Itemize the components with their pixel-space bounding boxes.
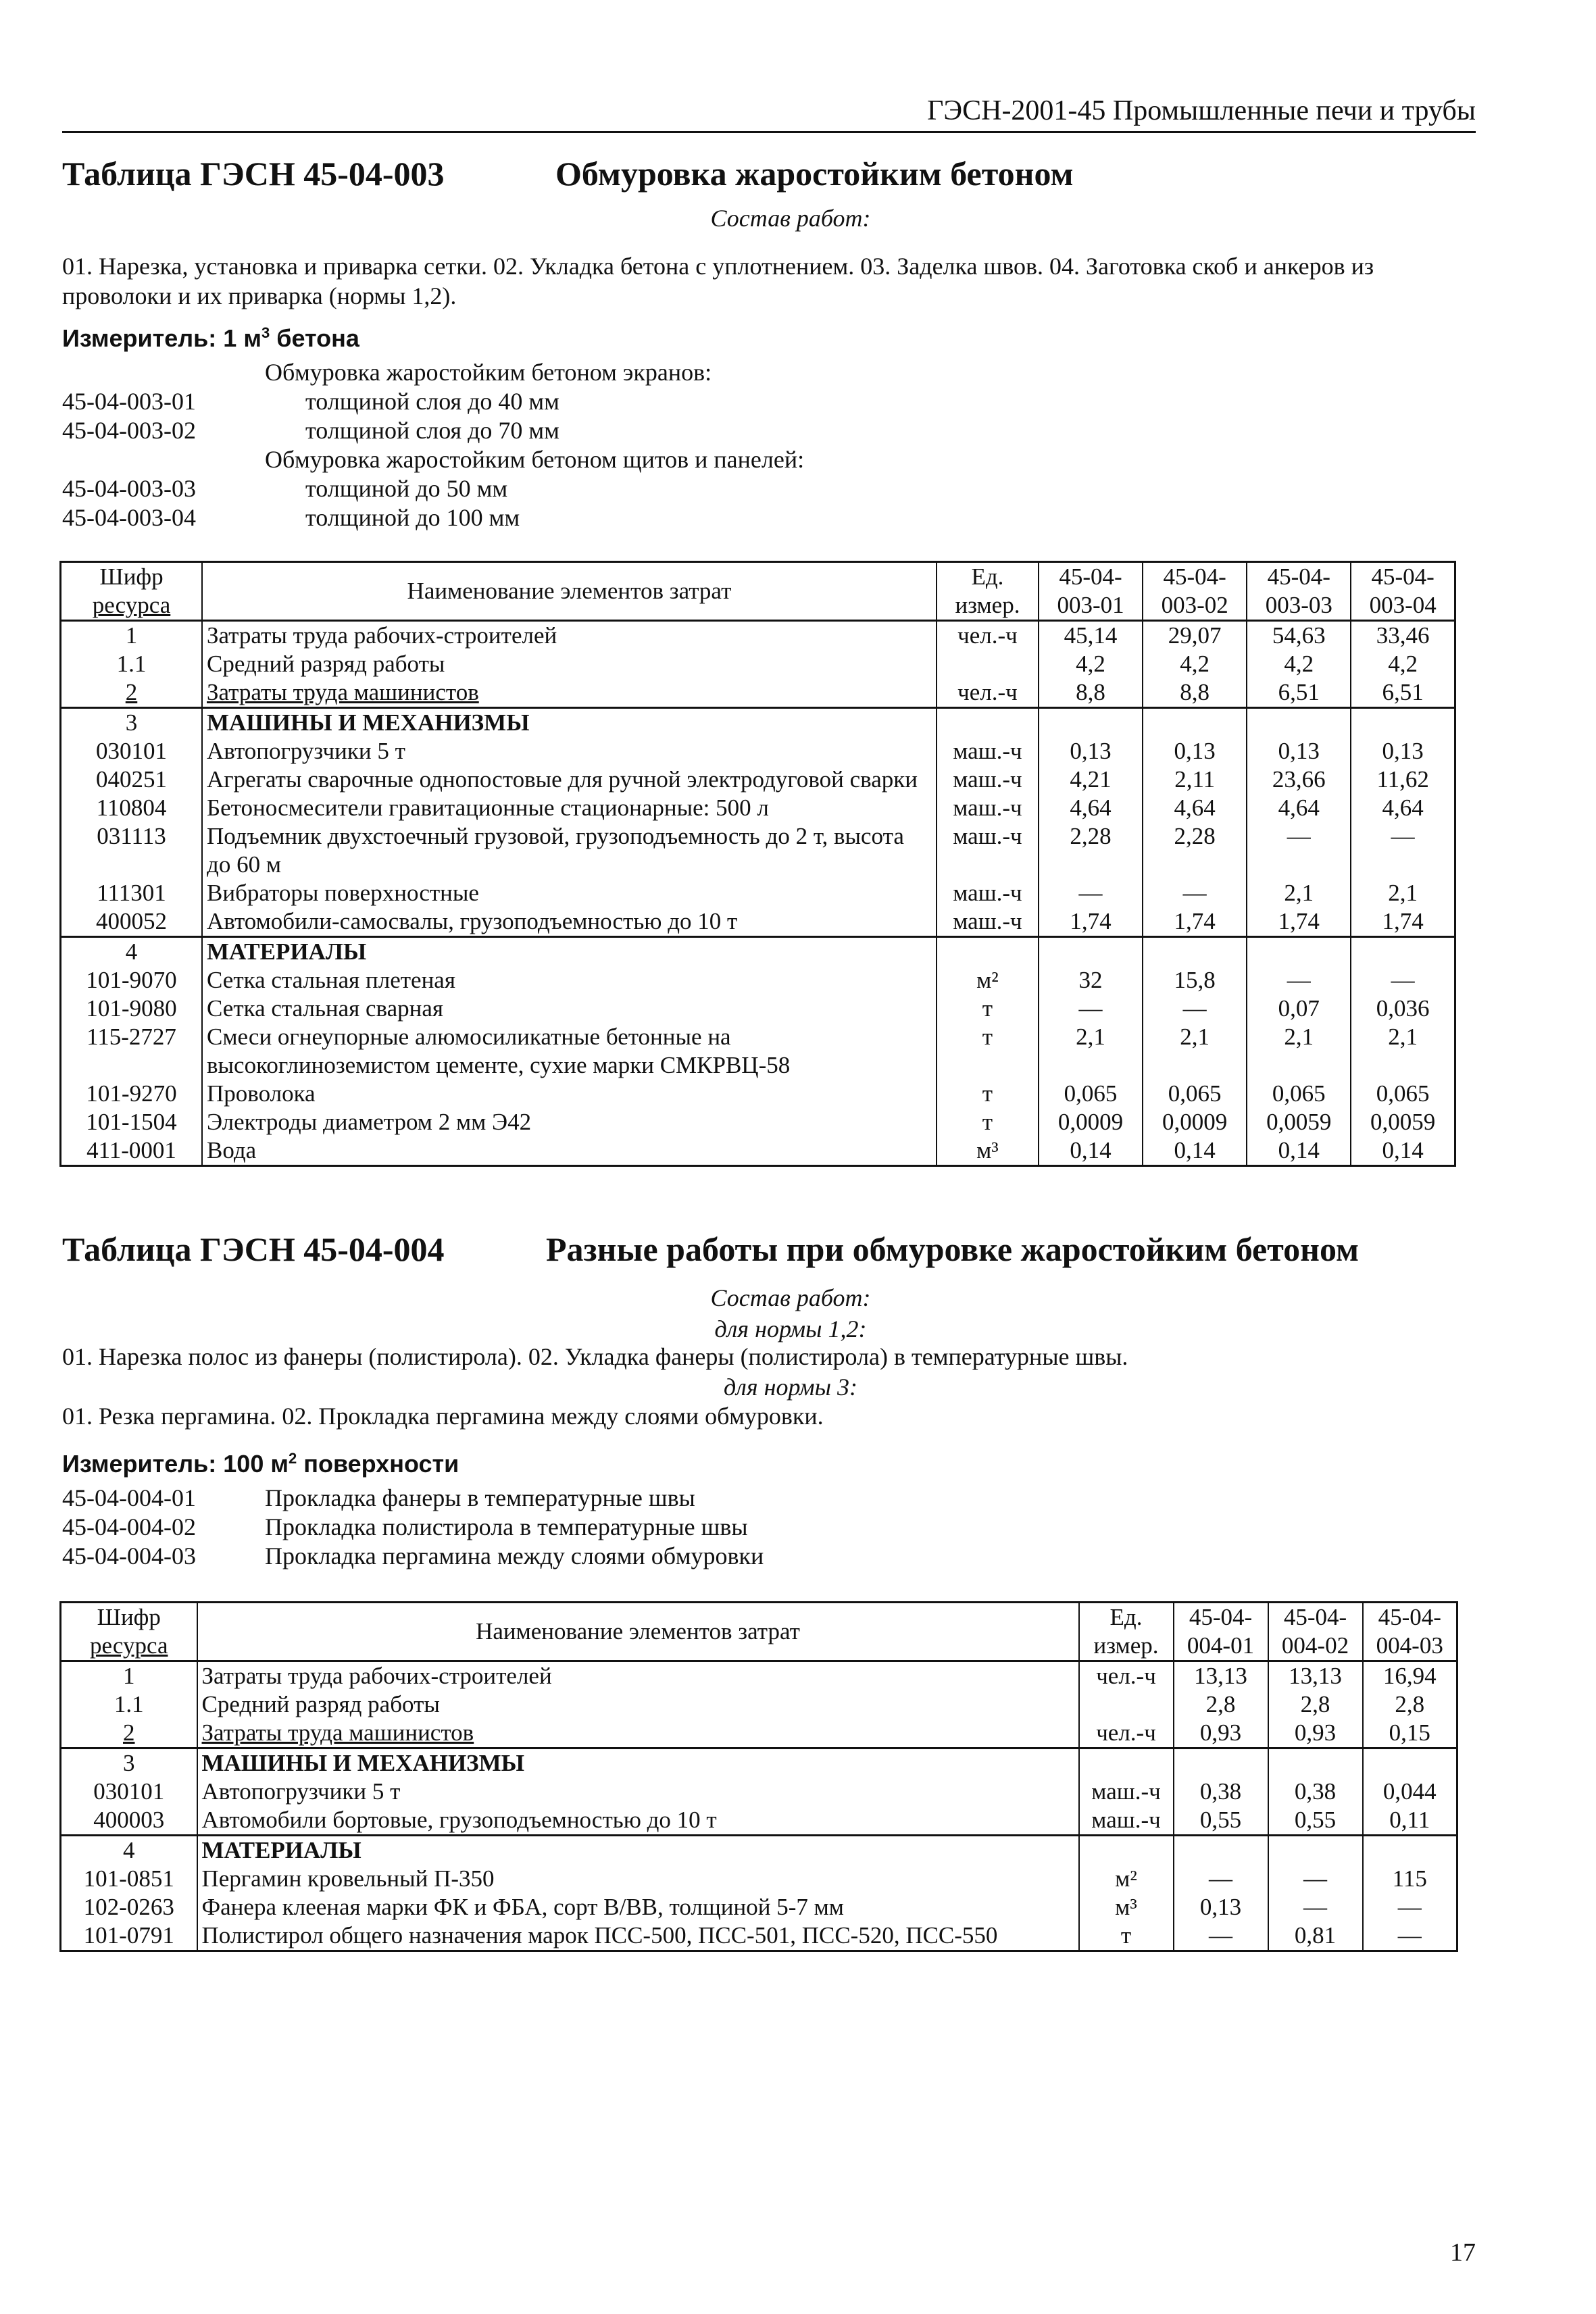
norm-value: 0,07 [1247,995,1351,1023]
page-number: 17 [1450,2238,1476,2267]
resource-code: 101-1504 [61,1108,203,1136]
norm-value: 0,14 [1143,1136,1247,1166]
resource-name: Сетка стальная плетеная [202,966,937,995]
col-name-header: Наименование элементов затрат [197,1603,1079,1661]
norm-value [1174,1836,1268,1865]
resource-unit: м³ [1079,1893,1174,1921]
norm-value: 13,13 [1268,1661,1363,1691]
section-row [61,1836,1457,1865]
resource-name: Агрегаты сварочные однопостовые для ручной электродуговой сварки [202,765,937,794]
norm-value: — [1268,1865,1363,1893]
norm-value: 0,036 [1351,995,1455,1023]
resource-unit [1079,1749,1174,1778]
variant-group [62,358,1008,387]
resource-code: 1.1 [61,1690,197,1719]
resource-unit: маш.-ч [937,765,1039,794]
norm-value: 0,065 [1143,1080,1247,1108]
col-v2-header: 45-04- 003-02 [1143,562,1247,621]
col-v4-header: 45-04- 003-04 [1351,562,1455,621]
table-row [61,879,1455,907]
col-v1-header: 45-04- 003-01 [1039,562,1143,621]
norm-value: 13,13 [1174,1661,1268,1691]
norm-value: 2,8 [1174,1690,1268,1719]
norm-value: 4,2 [1351,650,1455,678]
resource-unit: маш.-ч [937,907,1039,937]
variant-text: толщиной до 100 мм [305,504,520,531]
resource-name: МАТЕРИАЛЫ [197,1836,1079,1865]
resource-unit: маш.-ч [1079,1806,1174,1836]
resource-unit: т [937,1080,1039,1108]
norm-value: 4,2 [1143,650,1247,678]
table2-norm3-label: для нормы 3: [723,1374,858,1401]
resource-code: 102-0263 [61,1893,197,1921]
resource-name: Бетоносмесители гравитационные стационарные: 500 л [202,794,937,822]
norm-value [1351,708,1455,738]
norm-value: 6,51 [1351,678,1455,708]
norm-value: 4,64 [1351,794,1455,822]
resource-unit [937,937,1039,967]
table-row [61,737,1455,765]
resource-name: Вибраторы поверхностные [202,879,937,907]
resource-name: Затраты труда машинистов [197,1719,1079,1749]
resource-code: 1 [61,1661,197,1691]
variant-item [62,416,1008,445]
norm-value: 0,55 [1174,1806,1268,1836]
norm-value: — [1247,822,1351,879]
norm-value: 23,66 [1247,765,1351,794]
variant-code: 45-04-003-03 [62,475,196,502]
norm-value [1247,708,1351,738]
variant-group-text: Обмуровка жаростойким бетоном экранов: [265,359,712,386]
resource-code: 101-0851 [61,1865,197,1893]
norm-value: 0,044 [1363,1778,1457,1806]
norm-value: 0,11 [1363,1806,1457,1836]
table1-sostav-line2: проволоки и их приварка (нормы 1,2). [62,282,457,309]
norm-value: 6,51 [1247,678,1351,708]
resource-name: МАТЕРИАЛЫ [202,937,937,967]
norm-value [1174,1749,1268,1778]
table-row [61,650,1455,678]
norm-value [1363,1836,1457,1865]
norm-value: 0,38 [1174,1778,1268,1806]
col-unit-header: Ед. измер. [937,562,1039,621]
table-row [61,995,1455,1023]
resource-unit [1079,1690,1174,1719]
resource-code: 4 [61,1836,197,1865]
resource-code: 115-2727 [61,1023,203,1080]
table-row [61,1136,1455,1166]
resource-unit [1079,1836,1174,1865]
col-code-header: Шифр ресурса [61,1603,197,1661]
norm-value: 2,1 [1247,1023,1351,1080]
table1-title: Обмуровка жаростойким бетоном [555,155,1074,193]
resource-code: 101-9270 [61,1080,203,1108]
norm-value: 0,15 [1363,1719,1457,1749]
table-row [61,1690,1457,1719]
norm-value: 16,94 [1363,1661,1457,1691]
table2-measure-sup: 2 [289,1450,297,1467]
table2-resources [59,1601,1458,1952]
variant-code: 45-04-003-04 [62,504,196,531]
resource-unit: чел.-ч [1079,1719,1174,1749]
norm-value: 4,21 [1039,765,1143,794]
resource-name: Полистирол общего назначения марок ПСС-500, ПСС-501, ПСС-520, ПСС-550 [197,1921,1079,1951]
resource-code: 3 [61,1749,197,1778]
resource-unit: т [937,1108,1039,1136]
col-name-header: Наименование элементов затрат [202,562,937,621]
norm-value: 8,8 [1039,678,1143,708]
resource-name: Проволока [202,1080,937,1108]
resource-code: 3 [61,708,203,738]
resource-unit: чел.-ч [937,678,1039,708]
variant-text: Прокладка фанеры в температурные швы [265,1484,695,1511]
resource-name: Автопогрузчики 5 т [202,737,937,765]
norm-value: 0,14 [1039,1136,1143,1166]
table2-norm12-label: для нормы 1,2: [714,1315,867,1342]
table-row [61,966,1455,995]
norm-value: 4,2 [1247,650,1351,678]
table2-norm12-text: 01. Нарезка полос из фанеры (полистирола). 02. Укладка фанеры (полистирола) в температурные швы. [62,1343,1128,1370]
norm-value: 2,1 [1351,1023,1455,1080]
running-title: ГЭСН-2001-45 Промышленные печи и трубы [927,95,1476,126]
variant-text: толщиной слоя до 70 мм [305,417,559,444]
variant-text: толщиной до 50 мм [305,475,508,502]
norm-value: 8,8 [1143,678,1247,708]
resource-name: Автомобили-самосвалы, грузоподъемностью до 10 т [202,907,937,937]
resource-unit: м² [1079,1865,1174,1893]
resource-name: Средний разряд работы [202,650,937,678]
section-row [61,1749,1457,1778]
norm-value: 0,0059 [1247,1108,1351,1136]
norm-value: 1,74 [1247,907,1351,937]
norm-value: — [1351,966,1455,995]
table-row [61,765,1455,794]
norm-value: 1,74 [1039,907,1143,937]
variant-item [62,387,1008,416]
norm-value: 2,1 [1351,879,1455,907]
norm-value: 2,28 [1039,822,1143,879]
norm-value: 2,1 [1143,1023,1247,1080]
norm-value: 0,0059 [1351,1108,1455,1136]
table-row [61,1080,1455,1108]
variant-item [62,1484,1008,1513]
norm-value: 11,62 [1351,765,1455,794]
norm-value: 2,8 [1363,1690,1457,1719]
table1-variants-list [62,358,1008,532]
variant-item [62,1513,1008,1542]
norm-value: — [1039,995,1143,1023]
resource-unit [937,650,1039,678]
resource-name: Затраты труда рабочих-строителей [197,1661,1079,1691]
resource-code: 111301 [61,879,203,907]
norm-value: 0,0009 [1039,1108,1143,1136]
resource-name: Автомобили бортовые, грузоподъемностью до 10 т [197,1806,1079,1836]
table-row [61,1719,1457,1749]
norm-value: — [1039,879,1143,907]
table2-norm3-text: 01. Резка пергамина. 02. Прокладка пергамина между слоями обмуровки. [62,1403,824,1430]
norm-value [1268,1749,1363,1778]
resource-name: Смеси огнеупорные алюмосиликатные бетонные на высокоглиноземистом цементе, сухие марки СМКРВЦ-58 [202,1023,937,1080]
variant-code: 45-04-004-03 [62,1542,196,1569]
col-v1-header: 45-04- 004-01 [1174,1603,1268,1661]
norm-value: 0,065 [1351,1080,1455,1108]
variant-group [62,445,1008,474]
norm-value: 0,81 [1268,1921,1363,1951]
resource-name: Затраты труда рабочих-строителей [202,621,937,651]
resource-unit [937,708,1039,738]
resource-code: 030101 [61,1778,197,1806]
table2-variants-list [62,1484,1008,1571]
norm-value: 0,14 [1351,1136,1455,1166]
section-row [61,708,1455,738]
norm-value [1268,1836,1363,1865]
table2-label: Таблица ГЭСН 45-04-004 [62,1230,445,1268]
table1-measure-sup: 3 [261,324,270,341]
table-row [61,1921,1457,1951]
resource-code: 2 [61,678,203,708]
norm-value: 0,065 [1039,1080,1143,1108]
variant-item [62,1542,1008,1571]
table-row [61,1778,1457,1806]
norm-value [1143,937,1247,967]
norm-value: 33,46 [1351,621,1455,651]
table-row [61,678,1455,708]
resource-code: 1 [61,621,203,651]
section-row [61,937,1455,967]
norm-value [1247,937,1351,967]
resource-name: МАШИНЫ И МЕХАНИЗМЫ [197,1749,1079,1778]
table2-sostav-label: Состав работ: [710,1284,871,1311]
norm-value: — [1143,995,1247,1023]
norm-value [1351,937,1455,967]
norm-value: 2,11 [1143,765,1247,794]
variant-text: толщиной слоя до 40 мм [305,388,559,415]
norm-value: 0,13 [1351,737,1455,765]
norm-value: — [1363,1893,1457,1921]
norm-value [1039,937,1143,967]
header-divider [62,131,1476,133]
col-code-header: Шифр ресурса [61,562,203,621]
norm-value: 2,1 [1039,1023,1143,1080]
resource-code: 400003 [61,1806,197,1836]
table1-label: Таблица ГЭСН 45-04-003 [62,155,445,193]
resource-unit: т [937,995,1039,1023]
norm-value: 1,74 [1143,907,1247,937]
variant-code: 45-04-004-02 [62,1513,196,1540]
table1-sostav-line1: 01. Нарезка, установка и приварка сетки. 02. Укладка бетона с уплотнением. 03. Заделка швов. 04. Заготовка скоб и анкеров из [62,253,1374,280]
resource-code: 030101 [61,737,203,765]
resource-code: 400052 [61,907,203,937]
col-v2-header: 45-04- 004-02 [1268,1603,1363,1661]
table1-measure [62,324,359,353]
norm-value: 2,28 [1143,822,1247,879]
norm-value: 0,55 [1268,1806,1363,1836]
norm-value: 29,07 [1143,621,1247,651]
resource-unit: маш.-ч [937,794,1039,822]
resource-code: 1.1 [61,650,203,678]
table2-measure-prefix: Измеритель: 100 м [62,1450,289,1478]
variant-code: 45-04-003-02 [62,417,196,444]
table1-sostav-label: Состав работ: [710,205,871,232]
table-row [61,794,1455,822]
norm-value: 4,64 [1143,794,1247,822]
norm-value: 54,63 [1247,621,1351,651]
resource-unit: м² [937,966,1039,995]
resource-unit: т [1079,1921,1174,1951]
resource-code: 101-9080 [61,995,203,1023]
norm-value: 0,13 [1143,737,1247,765]
table-row [61,1023,1455,1080]
table-row [61,1661,1457,1691]
table2-measure-suffix: поверхности [297,1450,459,1478]
variant-item [62,474,1008,503]
variant-text: Прокладка полистирола в температурные швы [265,1513,748,1540]
table-row [61,1865,1457,1893]
table2-measure [62,1450,459,1478]
norm-value: 2,1 [1247,879,1351,907]
norm-value: 0,13 [1039,737,1143,765]
resource-name: Подъемник двухстоечный грузовой, грузоподъемность до 2 т, высота до 60 м [202,822,937,879]
norm-value: 45,14 [1039,621,1143,651]
resource-code: 4 [61,937,203,967]
resource-name: Средний разряд работы [197,1690,1079,1719]
variant-code: 45-04-004-01 [62,1484,196,1511]
norm-value: 0,93 [1174,1719,1268,1749]
resource-unit: м³ [937,1136,1039,1166]
col-v3-header: 45-04- 003-03 [1247,562,1351,621]
norm-value: — [1268,1893,1363,1921]
norm-value: 0,065 [1247,1080,1351,1108]
variant-item [62,503,1008,532]
norm-value: — [1143,879,1247,907]
norm-value: 0,38 [1268,1778,1363,1806]
norm-value: 2,8 [1268,1690,1363,1719]
variant-text: Прокладка пергамина между слоями обмуровки [265,1542,764,1569]
norm-value: 1,74 [1351,907,1455,937]
table1-resources [59,561,1456,1167]
resource-code: 031113 [61,822,203,879]
resource-name: Фанера клееная марки ФК и ФБА, сорт В/ВВ, толщиной 5-7 мм [197,1893,1079,1921]
norm-value [1143,708,1247,738]
resource-unit: т [937,1023,1039,1080]
norm-value [1363,1749,1457,1778]
norm-value: — [1363,1921,1457,1951]
norm-value: 0,13 [1174,1893,1268,1921]
norm-value: 15,8 [1143,966,1247,995]
resource-name: Пергамин кровельный П-350 [197,1865,1079,1893]
norm-value: — [1174,1865,1268,1893]
resource-code: 101-0791 [61,1921,197,1951]
resource-name: Вода [202,1136,937,1166]
norm-value: 4,2 [1039,650,1143,678]
norm-value: 115 [1363,1865,1457,1893]
table2-title: Разные работы при обмуровке жаростойким бетоном [546,1230,1360,1268]
norm-value: — [1351,822,1455,879]
norm-value [1039,708,1143,738]
table-row [61,1893,1457,1921]
resource-code: 110804 [61,794,203,822]
variant-code: 45-04-003-01 [62,388,196,415]
table1-measure-prefix: Измеритель: 1 м [62,324,261,352]
resource-unit: чел.-ч [937,621,1039,651]
table-row [61,907,1455,937]
resource-name: Затраты труда машинистов [202,678,937,708]
norm-value: 4,64 [1247,794,1351,822]
norm-value: 0,14 [1247,1136,1351,1166]
resource-unit: маш.-ч [1079,1778,1174,1806]
resource-code: 101-9070 [61,966,203,995]
table1-measure-suffix: бетона [270,324,359,352]
table-row [61,1806,1457,1836]
norm-value: 4,64 [1039,794,1143,822]
norm-value: 0,13 [1247,737,1351,765]
col-v3-header: 45-04- 004-03 [1363,1603,1457,1661]
resource-name: Автопогрузчики 5 т [197,1778,1079,1806]
norm-value: 0,0009 [1143,1108,1247,1136]
resource-name: Электроды диаметром 2 мм Э42 [202,1108,937,1136]
norm-value: 0,93 [1268,1719,1363,1749]
norm-value: 32 [1039,966,1143,995]
table-row [61,1108,1455,1136]
table-row [61,822,1455,879]
resource-code: 411-0001 [61,1136,203,1166]
resource-unit: маш.-ч [937,879,1039,907]
variant-group-text: Обмуровка жаростойким бетоном щитов и панелей: [265,446,805,473]
resource-code: 040251 [61,765,203,794]
col-unit-header: Ед. измер. [1079,1603,1174,1661]
resource-unit: маш.-ч [937,737,1039,765]
resource-name: МАШИНЫ И МЕХАНИЗМЫ [202,708,937,738]
resource-name: Сетка стальная сварная [202,995,937,1023]
norm-value: — [1174,1921,1268,1951]
resource-unit: маш.-ч [937,822,1039,879]
norm-value: — [1247,966,1351,995]
resource-code: 2 [61,1719,197,1749]
table-row [61,621,1455,651]
resource-unit: чел.-ч [1079,1661,1174,1691]
